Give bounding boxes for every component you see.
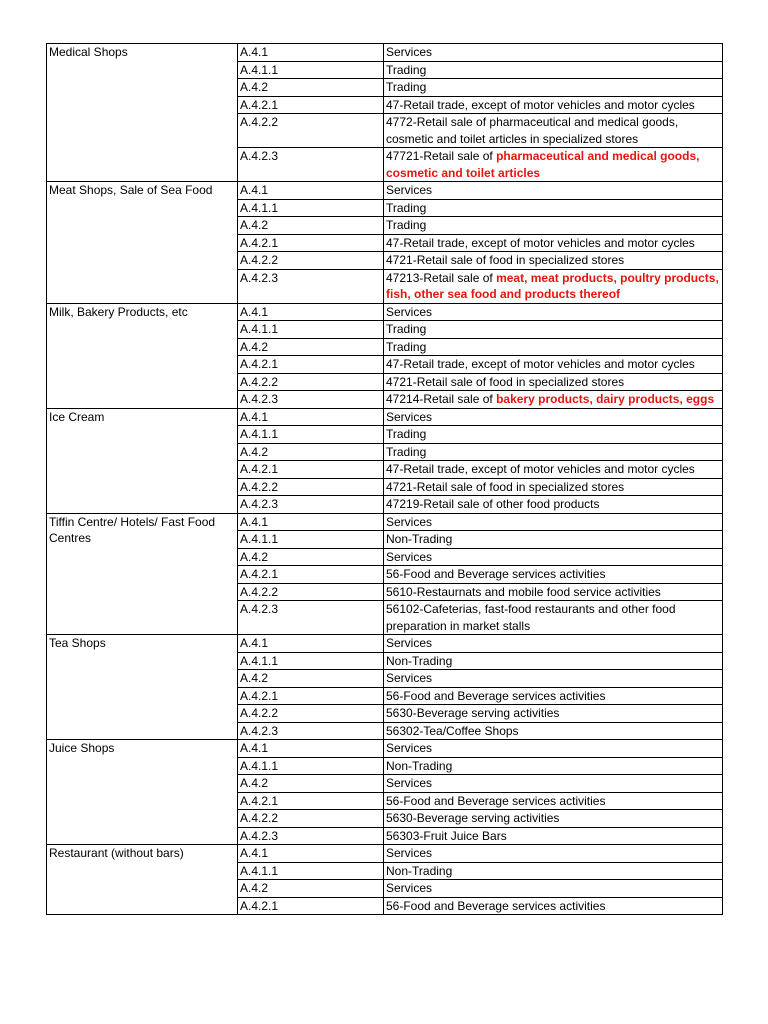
description-text: 4721-Retail sale of food in specialized stores [386, 479, 625, 494]
description-text: Trading [386, 80, 427, 94]
description-cell [384, 635, 723, 653]
code-cell: A.4.1.1 [238, 652, 384, 670]
description-cell [384, 775, 723, 793]
code-cell: A.4.2.2 [238, 373, 384, 391]
description-cell [384, 373, 723, 391]
description-cell [384, 583, 723, 601]
classification-table-body [47, 44, 723, 915]
description-cell [384, 217, 723, 235]
code-cell: A.4.1 [238, 44, 384, 62]
description-cell [384, 897, 723, 915]
description-text: Services [386, 514, 433, 529]
description-cell [384, 740, 723, 758]
description-text: Trading [386, 322, 427, 336]
description-cell [384, 810, 723, 828]
code-cell: A.4.2.3 [238, 496, 384, 514]
code-cell: A.4.2.2 [238, 478, 384, 496]
table-row [47, 740, 723, 758]
category-cell: Milk, Bakery Products, etc [47, 303, 238, 408]
code-cell: A.4.1.1 [238, 426, 384, 444]
highlighted-text: bakery products, dairy products, eggs [496, 392, 715, 406]
description-text: Services [386, 549, 433, 564]
description-cell [384, 722, 723, 740]
description-cell [384, 827, 723, 845]
description-cell [384, 461, 723, 479]
description-text: Trading [386, 62, 427, 77]
description-cell [384, 356, 723, 374]
description-text: 56-Food and Beverage services activities [386, 898, 606, 913]
description-text: Services [386, 776, 433, 790]
description-cell [384, 303, 723, 321]
highlighted-text: meat, meat products, poultry products, fish, other sea food and products thereof [386, 270, 719, 301]
description-cell [384, 269, 723, 303]
description-text: 56102-Cafeterias, fast-food restaurants and other food preparation in market stalls [386, 602, 676, 633]
description-cell [384, 880, 723, 898]
code-cell: A.4.1 [238, 740, 384, 758]
description-text: Services [386, 304, 433, 319]
description-text: Non-Trading [386, 532, 453, 546]
code-cell: A.4.2.1 [238, 96, 384, 114]
category-cell: Juice Shops [47, 740, 238, 845]
description-text: Trading [386, 444, 427, 459]
description-cell [384, 531, 723, 549]
code-cell: A.4.2 [238, 79, 384, 97]
description-text: Non-Trading [386, 863, 453, 878]
code-cell: A.4.2.1 [238, 566, 384, 584]
code-cell: A.4.2 [238, 443, 384, 461]
description-text: 47214-Retail sale of [386, 392, 497, 406]
code-cell: A.4.2.2 [238, 252, 384, 270]
code-cell: A.4.2.2 [238, 810, 384, 828]
table-row [47, 303, 723, 321]
description-text: 47-Retail trade, except of motor vehicles and motor cycles [386, 462, 695, 476]
code-cell: A.4.2 [238, 775, 384, 793]
code-cell: A.4.2.2 [238, 705, 384, 723]
code-cell: A.4.2.3 [238, 827, 384, 845]
description-cell [384, 234, 723, 252]
code-cell: A.4.2.3 [238, 722, 384, 740]
description-cell [384, 426, 723, 444]
description-cell [384, 566, 723, 584]
category-cell: Tea Shops [47, 635, 238, 740]
description-text: Services [386, 45, 433, 59]
description-text: 47213-Retail sale of [386, 270, 497, 285]
description-cell [384, 687, 723, 705]
description-text: Services [386, 183, 433, 197]
description-cell [384, 443, 723, 461]
description-text: 47721-Retail sale of [386, 149, 497, 163]
description-text: Services [386, 881, 433, 895]
description-text: 56-Food and Beverage services activities [386, 567, 606, 581]
description-cell [384, 670, 723, 688]
description-cell [384, 601, 723, 635]
code-cell: A.4.1 [238, 182, 384, 200]
description-text: 5630-Beverage serving activities [386, 811, 560, 825]
description-text: 47-Retail trade, except of motor vehicles and motor cycles [386, 235, 695, 250]
description-text: Services [386, 409, 433, 424]
code-cell: A.4.1 [238, 303, 384, 321]
table-row [47, 182, 723, 200]
code-cell: A.4.1.1 [238, 199, 384, 217]
code-cell: A.4.1.1 [238, 61, 384, 79]
table-row [47, 513, 723, 531]
description-cell [384, 496, 723, 514]
code-cell: A.4.2 [238, 548, 384, 566]
description-cell [384, 79, 723, 97]
description-text: Trading [386, 200, 427, 215]
code-cell: A.4.2.1 [238, 897, 384, 915]
description-text: 5610-Restaurnats and mobile food service activities [386, 584, 661, 599]
description-text: Non-Trading [386, 653, 453, 668]
description-cell [384, 44, 723, 62]
description-text: Services [386, 741, 433, 755]
category-cell: Tiffin Centre/ Hotels/ Fast Food Centres [47, 513, 238, 635]
code-cell: A.4.1 [238, 408, 384, 426]
code-cell: A.4.2.3 [238, 601, 384, 635]
description-text: 56-Food and Beverage services activities [386, 688, 606, 703]
description-text: Trading [386, 339, 427, 354]
description-text: Non-Trading [386, 758, 453, 773]
description-cell [384, 148, 723, 182]
description-cell [384, 321, 723, 339]
description-cell [384, 114, 723, 148]
description-cell [384, 391, 723, 409]
description-cell [384, 792, 723, 810]
code-cell: A.4.1 [238, 513, 384, 531]
description-text: 56303-Fruit Juice Bars [386, 828, 507, 843]
highlighted-text: pharmaceutical and medical goods, cosmetic and toilet articles [386, 149, 700, 180]
table-row [47, 44, 723, 62]
classification-table [46, 43, 723, 915]
description-text: Trading [386, 218, 427, 232]
description-cell [384, 548, 723, 566]
description-cell [384, 61, 723, 79]
code-cell: A.4.1.1 [238, 862, 384, 880]
code-cell: A.4.2.3 [238, 148, 384, 182]
description-text: 56302-Tea/Coffee Shops [386, 723, 519, 738]
code-cell: A.4.2.1 [238, 687, 384, 705]
code-cell: A.4.1.1 [238, 531, 384, 549]
code-cell: A.4.1 [238, 635, 384, 653]
description-text: Services [386, 671, 433, 685]
code-cell: A.4.2.2 [238, 114, 384, 148]
description-text: Services [386, 636, 433, 650]
code-cell: A.4.2.1 [238, 792, 384, 810]
code-cell: A.4.2.1 [238, 234, 384, 252]
description-cell [384, 408, 723, 426]
table-row [47, 635, 723, 653]
description-cell [384, 478, 723, 496]
category-cell: Ice Cream [47, 408, 238, 513]
description-text: 4772-Retail sale of pharmaceutical and medical goods, cosmetic and toilet articles in specialized stores [386, 115, 679, 146]
description-cell [384, 513, 723, 531]
code-cell: A.4.2.1 [238, 356, 384, 374]
code-cell: A.4.2 [238, 338, 384, 356]
code-cell: A.4.1 [238, 845, 384, 863]
description-cell [384, 862, 723, 880]
table-row [47, 408, 723, 426]
code-cell: A.4.2.3 [238, 391, 384, 409]
code-cell: A.4.1.1 [238, 321, 384, 339]
description-cell [384, 199, 723, 217]
description-cell [384, 96, 723, 114]
description-cell [384, 252, 723, 270]
description-cell [384, 705, 723, 723]
code-cell: A.4.2 [238, 880, 384, 898]
code-cell: A.4.2 [238, 217, 384, 235]
description-text: 47-Retail trade, except of motor vehicles and motor cycles [386, 357, 695, 371]
description-cell [384, 652, 723, 670]
description-cell [384, 845, 723, 863]
code-cell: A.4.2.3 [238, 269, 384, 303]
table-row [47, 845, 723, 863]
description-cell [384, 182, 723, 200]
category-cell: Meat Shops, Sale of Sea Food [47, 182, 238, 304]
code-cell: A.4.1.1 [238, 757, 384, 775]
category-cell: Medical Shops [47, 44, 238, 182]
code-cell: A.4.2.2 [238, 583, 384, 601]
description-text: 47-Retail trade, except of motor vehicles and motor cycles [386, 97, 695, 112]
category-cell: Restaurant (without bars) [47, 845, 238, 915]
description-text: 5630-Beverage serving activities [386, 706, 560, 720]
description-text: 47219-Retail sale of other food products [386, 497, 600, 511]
description-cell [384, 757, 723, 775]
description-text: 4721-Retail sale of food in specialized stores [386, 253, 625, 267]
code-cell: A.4.2.1 [238, 461, 384, 479]
description-text: Services [386, 846, 433, 860]
description-cell [384, 338, 723, 356]
description-text: 4721-Retail sale of food in specialized stores [386, 374, 625, 389]
description-text: 56-Food and Beverage services activities [386, 793, 606, 808]
description-text: Trading [386, 427, 427, 441]
code-cell: A.4.2 [238, 670, 384, 688]
